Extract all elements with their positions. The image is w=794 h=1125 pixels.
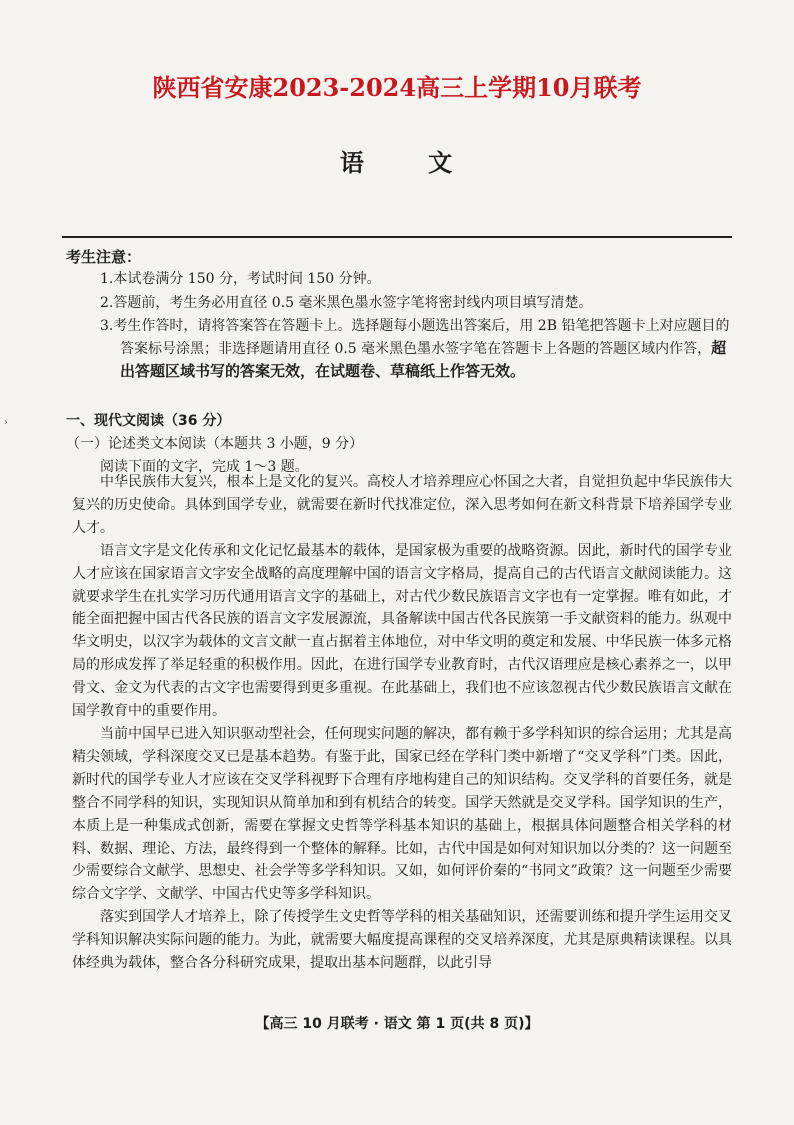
notice-item-3-text: 3.考生作答时，请将答案答在答题卡上。选择题每小题选出答案后，用 2B 铅笔把答题卡上对应题目的答案标号涂黑；非选择题请用直径 0.5 毫米黑色墨水签字笔在答题卡上各题的答题区域内作答， bbox=[100, 318, 730, 357]
passage-paragraph-4: 落实到国学人才培养上，除了传授学生文史哲等学科的相关基础知识，还需要训练和提升学生运用交叉学科知识解决实际问题的能力。为此，就需要大幅度提高课程的交叉培养深度，尤其是原典精读课程。以具体经典为载体，整合各分科研究成果，提取出基本问题群，以此引导 bbox=[72, 909, 732, 972]
subsection-heading: （一）论述类文本阅读（本题共 3 小题，9 分） bbox=[66, 436, 364, 452]
notice-item-3 bbox=[100, 315, 740, 383]
page-title: 陕西省安康2023-2024高三上学期10月联考 bbox=[152, 73, 642, 102]
notice-item-1: 1.本试卷满分 150 分，考试时间 150 分钟。 bbox=[100, 271, 381, 287]
passage-paragraph-3: 当前中国早已进入知识驱动型社会，任何现实问题的解决，都有赖于多学科知识的综合运用；尤其是高精尖领域，学科深度交叉已是基本趋势。有鉴于此，国家已经在学科门类中新增了“交叉学科”门类。因此，新时代的国学专业人才应该在交叉学科视野下合理有序地构建自己的知识结构。交叉学科的首要任务，就是整合不同学科的知识，实现知识从简单加和到有机结合的转变。国学天然就是交叉学科。国学知识的生产，本质上是一种集成式创新，需要在掌握文史哲等学科基本知识的基础上，根据具体问题整合相关学科的材料、数据、理论、方法，最终得到一个整体的解释。比如，古代中国是如何对知识加以分类的？这一问题至少需要综合文献学、思想史、社会学等多学科知识。又如，如何评价秦的“书同文”政策？这一问题至少需要综合文字学、文献学、中国古代史等多学科知识。 bbox=[72, 725, 732, 903]
notice-heading: 考生注意： bbox=[66, 248, 142, 266]
page-footer: 【高三 10 月联考 · 语文 第 1 页(共 8 页)】 bbox=[255, 1016, 539, 1032]
reading-passage bbox=[72, 471, 732, 975]
passage-paragraph-2: 语言文字是文化传承和文化记忆最基本的载体，是国家极为重要的战略资源。因此，新时代的国学专业人才应该在国家语言文字安全战略的高度理解中国的语言文字格局，提高自己的古代语言文献阅读能力。这就要求学生在扎实学习历代通用语言文字的基础上，对古代少数民族语言文字也有一定掌握。唯有如此，才能全面把握中国古代各民族的语言文字发展源流，具备解读中国古代各民族第一手文献资料的能力。纵观中华文明史，以汉字为载体的文言文献一直占据着主体地位，对中华文明的奠定和发展、中华民族一体多元格局的形成发挥了举足轻重的积极作用。因此，在进行国学专业教育时，古代汉语理应是核心素养之一，以甲骨文、金文为代表的古文字也需要得到更多重视。在此基础上，我们也不应该忽视古代少数民族语言文献在国学教育中的重要作用。 bbox=[72, 542, 732, 720]
subject-title: 语 文 bbox=[339, 148, 455, 177]
header-divider bbox=[62, 236, 732, 238]
section-heading: 一、现代文阅读（36 分） bbox=[66, 413, 231, 429]
notice-item-3-emphasis: 超出答题区域书写的答案无效，在试题卷、草稿纸上作答无效。 bbox=[120, 339, 727, 380]
reading-instruction: 阅读下面的文字，完成 1～3 题。 bbox=[100, 459, 309, 475]
margin-mark: › bbox=[4, 418, 8, 428]
passage-paragraph-1: 中华民族伟大复兴，根本上是文化的复兴。高校人才培养理应心怀国之大者，自觉担负起中华民族伟大复兴的历史使命。具体到国学专业，就需要在新时代找准定位，深入思考如何在新文科背景下培养国学专业人才。 bbox=[72, 474, 732, 536]
notice-item-2: 2.答题前，考生务必用直径 0.5 毫米黑色墨水签字笔将密封线内项目填写清楚。 bbox=[100, 295, 593, 311]
